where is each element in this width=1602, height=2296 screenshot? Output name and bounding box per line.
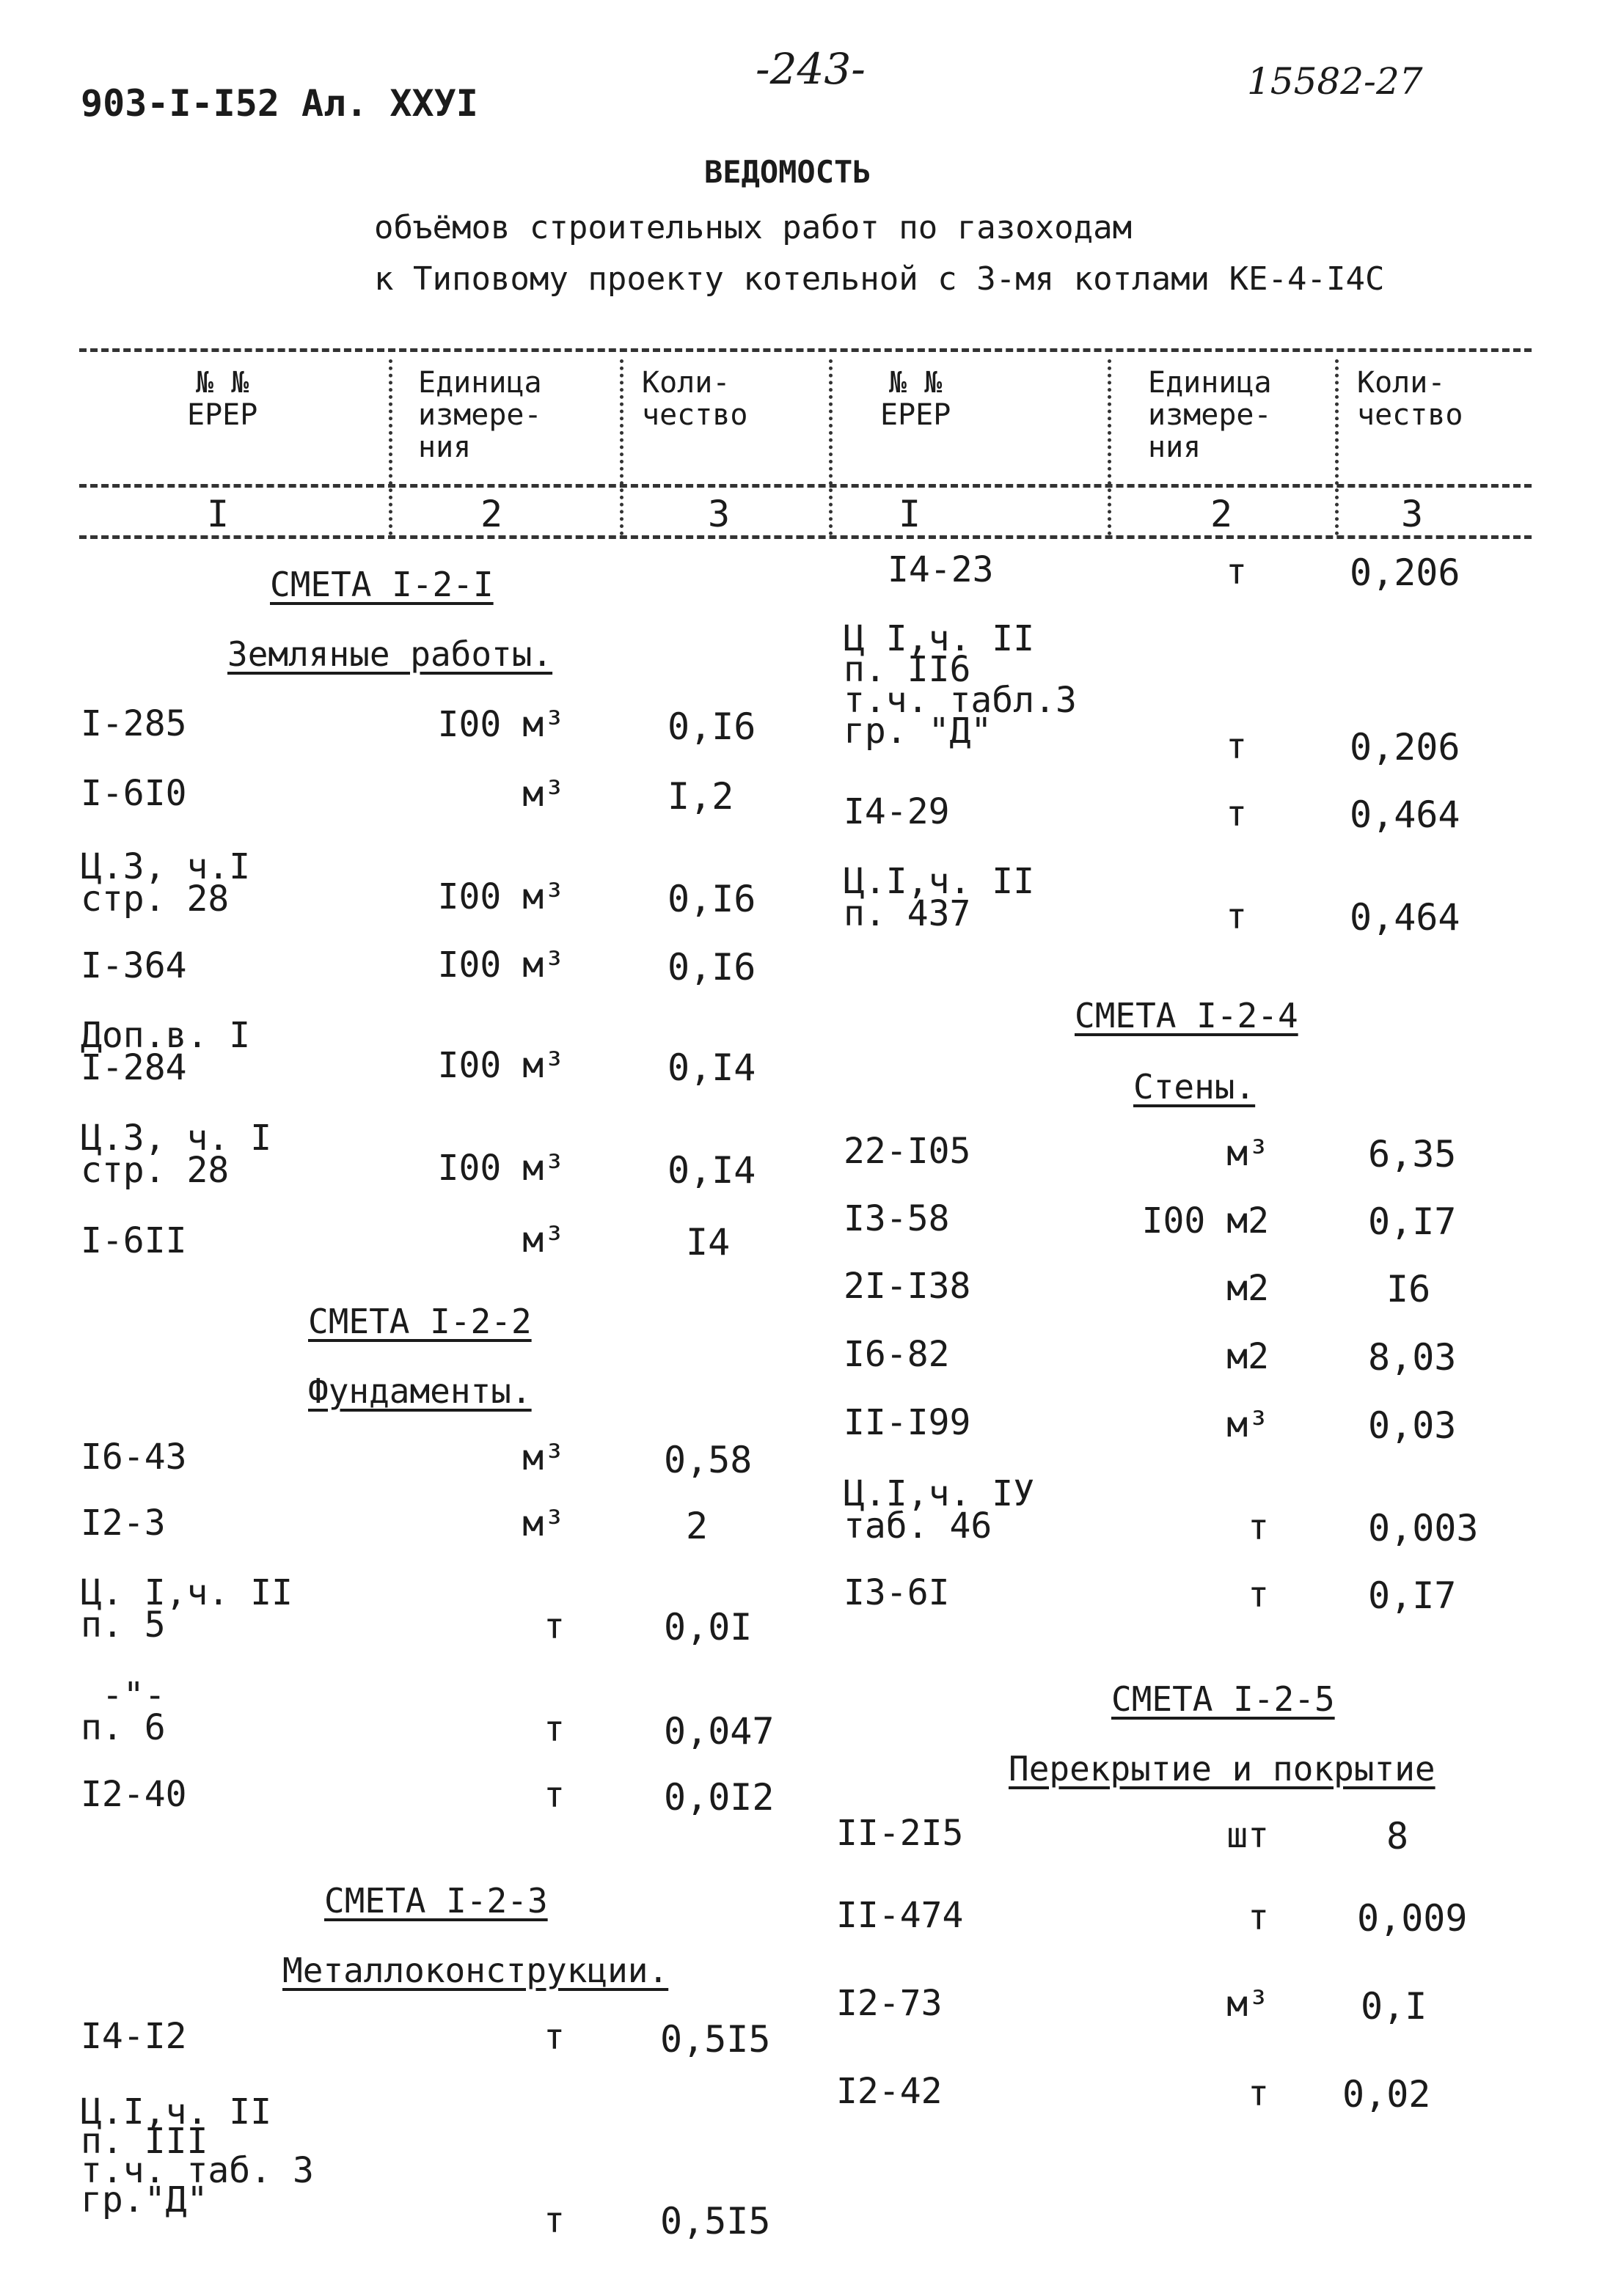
table-row-code: I6-82 xyxy=(844,1334,950,1375)
table-row-unit: т xyxy=(544,2200,565,2241)
table-row-quantity: 0,0I xyxy=(664,1606,753,1648)
section-subtitle: Фундаменты. xyxy=(308,1371,532,1411)
table-row-code: I2-42 xyxy=(836,2071,943,2112)
table-row-unit: шт xyxy=(1226,1815,1269,1856)
table-row-unit: т xyxy=(1248,1897,1269,1938)
table-row-code: Доп.в. I I-284 xyxy=(81,1015,251,1088)
table-row-code: I2-3 xyxy=(81,1503,166,1544)
table-row-code: -"- п. 6 xyxy=(81,1675,166,1748)
header-rule xyxy=(79,484,1532,488)
table-row-quantity: 0,5I5 xyxy=(660,2200,771,2242)
table-row-unit: т xyxy=(1226,726,1247,767)
table-row-unit: I00 м³ xyxy=(437,1148,565,1189)
table-row-quantity: 0,I7 xyxy=(1368,1200,1457,1243)
table-row-unit: м³ xyxy=(1226,1984,1269,2025)
table-row-unit: I00 м³ xyxy=(437,1045,565,1086)
table-row-quantity: 0,0I2 xyxy=(664,1776,775,1819)
table-row-unit: м³ xyxy=(522,1503,565,1544)
table-row-unit: м³ xyxy=(522,1437,565,1478)
table-row-quantity: 0,I4 xyxy=(668,1046,756,1089)
table-row-code: I-6II xyxy=(81,1220,187,1261)
table-row-quantity: 0,58 xyxy=(664,1439,753,1481)
table-row-quantity: 8 xyxy=(1386,1815,1409,1857)
table-row-quantity: 0,206 xyxy=(1350,551,1460,594)
table-row-unit: I00 м³ xyxy=(437,945,565,986)
table-row-code: I2-40 xyxy=(81,1774,187,1815)
column-header-quantity: Коли- чество xyxy=(642,366,748,432)
table-row-code: I3-58 xyxy=(844,1198,950,1239)
table-row-code: Ц.I,ч. II п. 437 xyxy=(844,861,1035,934)
table-row-unit: т xyxy=(544,2017,565,2058)
col-divider xyxy=(829,359,833,535)
column-header-quantity: Коли- чество xyxy=(1357,366,1463,432)
table-row-unit: м³ xyxy=(1226,1133,1269,1174)
table-row-code: Ц.I,ч. II п. III т.ч. таб. 3 гр."Д" xyxy=(81,2091,314,2220)
table-row-code: I4-I2 xyxy=(81,2016,187,2057)
table-row-quantity: 0,I4 xyxy=(668,1149,756,1192)
table-row-unit: I00 м2 xyxy=(1141,1200,1269,1241)
column-header-unit: Единица измере- ния xyxy=(1148,366,1272,464)
table-row-unit: т xyxy=(1226,551,1247,593)
column-number: I xyxy=(899,493,921,535)
section-title: СМЕТА I-2-2 xyxy=(308,1302,532,1341)
table-row-code: Ц. I,ч. II п. 5 xyxy=(81,1572,293,1646)
table-row-unit: т xyxy=(1226,896,1247,937)
section-title: СМЕТА I-2-4 xyxy=(1075,996,1298,1035)
table-top-rule xyxy=(79,348,1532,352)
table-row-unit: м³ xyxy=(522,1219,565,1261)
table-row-code: II-2I5 xyxy=(836,1813,964,1854)
column-number: 2 xyxy=(480,493,503,535)
numbers-rule xyxy=(79,535,1532,539)
table-row-unit: т xyxy=(544,1775,565,1816)
document-subtitle-1: объёмов строительных работ по газоходам xyxy=(374,209,1133,246)
table-row-code: I4-29 xyxy=(844,791,950,832)
table-row-code: I4-23 xyxy=(888,549,994,590)
table-row-quantity: 0,464 xyxy=(1350,896,1460,939)
document-title: ВЕДОМОСТЬ xyxy=(704,154,871,190)
table-row-quantity: I6 xyxy=(1386,1268,1431,1310)
table-row-unit: т xyxy=(1248,1574,1269,1615)
column-number: 2 xyxy=(1210,493,1233,535)
page-number: -243- xyxy=(756,44,866,94)
table-row-unit: т xyxy=(1248,2073,1269,2114)
section-title: СМЕТА I-2-5 xyxy=(1111,1679,1335,1719)
table-row-quantity: 0,009 xyxy=(1357,1897,1468,1940)
table-row-code: II-474 xyxy=(836,1895,964,1936)
section-subtitle: Металлоконструкции. xyxy=(282,1951,669,1990)
col-divider xyxy=(620,359,623,535)
section-subtitle: Перекрытие и покрытие xyxy=(1009,1749,1435,1789)
table-row-quantity: 0,047 xyxy=(664,1710,775,1753)
table-row-unit: м³ xyxy=(1226,1404,1269,1445)
table-row-code: Ц.3, ч.I стр. 28 xyxy=(81,846,251,920)
table-row-code: Ц I,ч. II п. II6 т.ч. табл.3 гр. "Д" xyxy=(844,618,1077,752)
table-row-code: I-364 xyxy=(81,945,187,986)
section-subtitle: Стены. xyxy=(1133,1067,1256,1107)
table-row-quantity: 0,I6 xyxy=(668,946,756,989)
table-row-code: 2I-I38 xyxy=(844,1266,971,1307)
col-divider xyxy=(1335,359,1339,535)
table-row-unit: т xyxy=(544,1606,565,1647)
table-row-quantity: 0,02 xyxy=(1342,2073,1431,2116)
table-row-quantity: 0,I6 xyxy=(668,705,756,748)
column-header-number: № № ЕРЕР xyxy=(880,366,951,432)
table-row-code: I6-43 xyxy=(81,1437,187,1478)
document-subtitle-2: к Типовому проекту котельной с 3-мя котлами КЕ-4-I4С xyxy=(374,260,1385,298)
table-row-code: I-6I0 xyxy=(81,773,187,814)
archive-number: 15582-27 xyxy=(1247,60,1423,103)
column-number: I xyxy=(207,493,230,535)
table-row-quantity: 0,003 xyxy=(1368,1507,1479,1549)
table-row-code: II-I99 xyxy=(844,1402,971,1443)
section-title: СМЕТА I-2-3 xyxy=(324,1881,548,1921)
table-row-code: I3-6I xyxy=(844,1572,950,1613)
table-row-quantity: I,2 xyxy=(668,775,734,818)
table-row-code: Ц.3, ч. I стр. 28 xyxy=(81,1118,272,1191)
table-row-quantity: 0,5I5 xyxy=(660,2018,771,2061)
table-row-quantity: 0,206 xyxy=(1350,726,1460,769)
table-row-code: I-285 xyxy=(81,703,187,744)
table-row-unit: т xyxy=(544,1709,565,1750)
table-row-code: 22-I05 xyxy=(844,1131,971,1172)
table-row-code: Ц.I,ч. IУ таб. 46 xyxy=(844,1473,1035,1547)
col-divider xyxy=(1108,359,1111,535)
table-row-unit: т xyxy=(1226,793,1247,835)
table-row-quantity: 0,I6 xyxy=(668,878,756,920)
table-row-unit: I00 м³ xyxy=(437,704,565,745)
table-row-quantity: 2 xyxy=(686,1505,709,1547)
section-subtitle: Земляные работы. xyxy=(227,634,553,674)
table-row-quantity: 0,03 xyxy=(1368,1404,1457,1447)
table-row-quantity: 8,03 xyxy=(1368,1336,1457,1379)
table-row-quantity: I4 xyxy=(686,1221,731,1263)
col-divider xyxy=(389,359,392,535)
section-title: СМЕТА I-2-I xyxy=(270,565,494,604)
table-row-quantity: 0,I7 xyxy=(1368,1574,1457,1617)
table-row-quantity: 0,I xyxy=(1361,1985,1427,2028)
document-code: 903-I-I52 Ал. XXУI xyxy=(81,82,478,125)
table-row-unit: м2 xyxy=(1226,1268,1269,1309)
table-row-quantity: 6,35 xyxy=(1368,1133,1457,1175)
column-header-number: № № ЕРЕР xyxy=(187,366,258,432)
table-row-unit: т xyxy=(1248,1507,1269,1548)
table-row-code: I2-73 xyxy=(836,1983,943,2024)
column-number: 3 xyxy=(708,493,731,535)
column-number: 3 xyxy=(1401,493,1424,535)
table-row-unit: м³ xyxy=(522,774,565,815)
table-row-quantity: 0,464 xyxy=(1350,793,1460,836)
table-row-unit: I00 м³ xyxy=(437,876,565,917)
column-header-unit: Единица измере- ния xyxy=(418,366,542,464)
table-row-unit: м2 xyxy=(1226,1336,1269,1377)
